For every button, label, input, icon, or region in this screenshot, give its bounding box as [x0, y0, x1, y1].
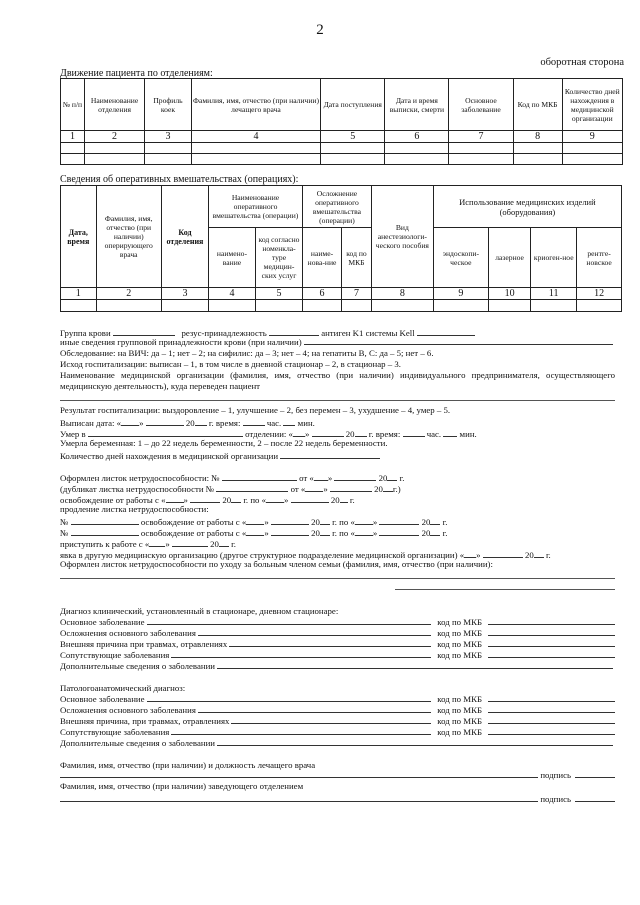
quote: »: [476, 550, 481, 560]
table-row[interactable]: [61, 143, 623, 154]
header-cell: рентге-новское: [577, 228, 622, 288]
cell[interactable]: [84, 154, 144, 165]
row-label: Внешняя причина, при травмах, отравлениях: [60, 716, 230, 726]
quote: »: [284, 495, 289, 505]
clinical-row: [60, 639, 615, 649]
day-field[interactable]: [355, 515, 373, 525]
year-field[interactable]: [387, 471, 397, 481]
col-num: 8: [371, 288, 433, 300]
col-num: 8: [513, 131, 562, 143]
year-field[interactable]: [231, 493, 241, 503]
number-sign: №: [60, 528, 69, 538]
col-num: 5: [255, 288, 302, 300]
extension-number-field[interactable]: [71, 526, 139, 536]
mkb-label: код по МКБ: [437, 716, 482, 726]
col-num: 2: [84, 131, 144, 143]
mkb-field[interactable]: [488, 639, 615, 647]
cell[interactable]: [577, 300, 622, 312]
header-cell: эндоскопи-ческое: [433, 228, 488, 288]
kell-field[interactable]: [417, 326, 475, 336]
min-label: мин.: [297, 418, 315, 428]
year-prefix: 20: [311, 517, 320, 527]
cell[interactable]: [61, 154, 85, 165]
to-label: г. по «: [332, 528, 355, 538]
blood-other-line: [60, 337, 615, 347]
row-label: Осложнения основного заболевания: [60, 705, 196, 715]
g-label: г.: [545, 550, 551, 560]
head-label: Фамилия, имя, отчество (при наличии) заведующего отделением: [60, 781, 304, 791]
day-field[interactable]: [246, 526, 264, 536]
died-label: Умер в: [60, 429, 86, 439]
header-cell: Наименование отделения: [84, 79, 144, 131]
clinical-row: [60, 650, 615, 660]
header-cell: Дата и время выписки, смерти: [385, 79, 449, 131]
mkb-label: код по МКБ: [437, 705, 482, 715]
col-num: 3: [145, 131, 192, 143]
header-cell: Основное заболевание: [449, 79, 513, 131]
header-cell: Фамилия, имя, отчество (при наличии) лечащего врача: [191, 79, 320, 131]
day-field[interactable]: [314, 471, 328, 481]
quote: »: [139, 418, 144, 428]
cell[interactable]: [321, 154, 385, 165]
day-field[interactable]: [464, 548, 476, 558]
cell[interactable]: [84, 143, 144, 154]
cell[interactable]: [385, 143, 449, 154]
cell[interactable]: [433, 300, 488, 312]
cell[interactable]: [191, 154, 320, 165]
diagnosis-field[interactable]: [198, 705, 431, 713]
extension-label: продление листка нетрудоспособности:: [60, 504, 209, 514]
mkb-field[interactable]: [488, 694, 615, 702]
to-label: г. по «: [332, 517, 355, 527]
header-cell: Вид анестезиологи-ческого пособия: [371, 186, 433, 288]
header-cell: Наименование оперативного вмешательства (операции): [208, 186, 302, 228]
quote: »: [183, 495, 188, 505]
movement-section-title: Движение пациента по отделениям:: [60, 68, 213, 79]
blood-other-field[interactable]: [304, 337, 613, 345]
quote: »: [372, 517, 378, 527]
col-num: 11: [531, 288, 577, 300]
died-day-field[interactable]: [293, 427, 305, 437]
mkb-field[interactable]: [488, 650, 615, 658]
cell[interactable]: [61, 300, 97, 312]
row-label: Основное заболевание: [60, 694, 145, 704]
clinical-diagnosis-title: Диагноз клинический, установленный в стационаре, дневном стационаре:: [60, 606, 339, 616]
died-min-field[interactable]: [443, 427, 457, 437]
year-prefix: 20: [378, 473, 388, 483]
care-field-1[interactable]: [60, 578, 615, 579]
row-label: Дополнительные сведения о заболевании: [60, 738, 215, 748]
g-label: г.): [392, 484, 401, 494]
time-label: г. время:: [208, 418, 241, 428]
mkb-label: код по МКБ: [437, 628, 482, 638]
discharged-label: Выписан дата: «: [60, 418, 122, 428]
operations-table: [60, 185, 622, 312]
mkb-label: код по МКБ: [437, 650, 482, 660]
mkb-label: код по МКБ: [437, 617, 482, 627]
g-label: г.: [349, 495, 355, 505]
header-cell: Осложнение оперативного вмешательства (операции): [303, 186, 372, 228]
header-cell: Дата, время: [61, 186, 97, 288]
blood-group-label: Группа крови: [60, 328, 111, 338]
care-label: Оформлен листок нетрудоспособности по уходу за больным членом семьи (фамилия, имя, отчество (при наличии):: [60, 559, 493, 569]
extra-field[interactable]: [217, 661, 613, 669]
cell[interactable]: [371, 300, 433, 312]
transfer-text: Наименование медицинской организации (фамилия, имя, отчество (при наличии) индивидуального предпринимателя, осуществляющего медицинскую деятельность), куда переведен пациент: [60, 370, 615, 391]
pathology-row: [60, 694, 615, 704]
header-cell: Фамилия, имя, отчество (при наличии) оперирующего врача: [96, 186, 161, 288]
col-num: 7: [449, 131, 513, 143]
pathology-diagnosis-title: Патологоанатомический диагноз:: [60, 683, 186, 693]
duplicate-number-field[interactable]: [216, 482, 288, 492]
issued-label: Оформлен листок нетрудоспособности: №: [60, 473, 220, 483]
hour-label: час.: [266, 418, 282, 428]
mkb-field[interactable]: [488, 716, 615, 724]
row-label: Внешняя причина при травмах, отравлениях: [60, 639, 228, 649]
min-label: мин.: [459, 429, 477, 439]
year-field[interactable]: [320, 526, 330, 536]
table-row[interactable]: [61, 300, 622, 312]
header-cell: Код по МКБ: [513, 79, 562, 131]
header-cell: Профиль коек: [145, 79, 192, 131]
cell[interactable]: [531, 300, 577, 312]
operations-section-title: Сведения об оперативных вмешательствах (операциях):: [60, 174, 299, 185]
year-field[interactable]: [320, 515, 330, 525]
year-prefix: 20: [374, 484, 383, 494]
head-signature-row: [60, 794, 615, 804]
kell-label: антиген K1 системы Kell: [321, 328, 415, 338]
year-field[interactable]: [430, 515, 440, 525]
cell[interactable]: [342, 300, 372, 312]
quote: »: [372, 528, 378, 538]
discharged-hour-field[interactable]: [243, 416, 265, 426]
header-cell: Дата поступления: [321, 79, 385, 131]
day-field[interactable]: [246, 515, 264, 525]
blood-group-field[interactable]: [113, 326, 175, 336]
row-label: Дополнительные сведения о заболевании: [60, 661, 215, 671]
cell[interactable]: [562, 143, 622, 154]
header-cell: криоген-ное: [531, 228, 577, 288]
cell[interactable]: [145, 143, 192, 154]
month-field[interactable]: [271, 515, 309, 525]
column-number-row: [61, 288, 622, 300]
hour-label: час.: [426, 429, 442, 439]
col-num: 6: [385, 131, 449, 143]
died-month-field[interactable]: [312, 427, 344, 437]
mkb-field[interactable]: [488, 727, 615, 735]
duplicate-label: (дубликат листка нетрудоспособности №: [60, 484, 215, 494]
died-hour-field[interactable]: [403, 427, 425, 437]
month-field[interactable]: [379, 526, 419, 536]
diagnosis-field[interactable]: [231, 716, 431, 724]
cell[interactable]: [321, 143, 385, 154]
movement-header-row: [61, 79, 623, 131]
quote: »: [264, 528, 269, 538]
year-prefix: 20: [421, 528, 431, 538]
cell[interactable]: [449, 154, 513, 165]
from-label: от «: [290, 484, 306, 494]
year-prefix: 20: [330, 495, 340, 505]
col-num: 1: [61, 288, 97, 300]
month-field[interactable]: [483, 548, 523, 558]
diagnosis-field[interactable]: [171, 727, 431, 735]
year-prefix: 20: [421, 517, 431, 527]
from-label: от «: [299, 473, 314, 483]
clinical-row: [60, 628, 615, 638]
pregnant-line: Умерла беременная: 1 – до 22 недель беременности, 2 – после 22 недель беременности.: [60, 438, 388, 448]
doctor-signature-row: [60, 770, 615, 780]
days-line: [60, 449, 380, 461]
month-field[interactable]: [291, 493, 329, 503]
header-cell: лазерное: [488, 228, 530, 288]
cell[interactable]: [145, 154, 192, 165]
discharged-min-field[interactable]: [283, 416, 295, 426]
to-label: г. по «: [243, 495, 267, 505]
month-field[interactable]: [334, 471, 376, 481]
mkb-label: код по МКБ: [437, 727, 482, 737]
cell[interactable]: [191, 143, 320, 154]
doctor-name-field[interactable]: [60, 770, 538, 778]
dept-label: отделении: «: [245, 429, 293, 439]
diagnosis-field[interactable]: [147, 694, 432, 702]
year-prefix: 20: [345, 429, 355, 439]
month-field[interactable]: [330, 482, 372, 492]
cell[interactable]: [161, 300, 208, 312]
mkb-label: код по МКБ: [437, 639, 482, 649]
col-num: 10: [488, 288, 530, 300]
signature-label: подпись: [540, 770, 571, 780]
year-field[interactable]: [430, 526, 440, 536]
col-num: 4: [191, 131, 320, 143]
doctor-signature-field[interactable]: [575, 770, 615, 778]
cell[interactable]: [96, 300, 161, 312]
row-label: Сопутствующие заболевания: [60, 727, 170, 737]
header-cell: Код отделения: [161, 186, 208, 288]
head-signature-field[interactable]: [575, 794, 615, 802]
movement-table: [60, 78, 623, 165]
operations-header-row: [61, 186, 622, 228]
extension-number-field[interactable]: [71, 515, 139, 525]
mkb-label: код по МКБ: [437, 694, 482, 704]
col-num: 4: [208, 288, 255, 300]
year-field[interactable]: [534, 548, 544, 558]
year-field[interactable]: [219, 537, 229, 547]
signature-label: подпись: [540, 794, 571, 804]
col-num: 3: [161, 288, 208, 300]
year-field[interactable]: [383, 482, 393, 492]
month-field[interactable]: [379, 515, 419, 525]
side-label: оборотная сторона: [540, 57, 624, 68]
col-num: 9: [562, 131, 622, 143]
cell[interactable]: [513, 154, 562, 165]
sick-leave-number-field[interactable]: [222, 471, 297, 481]
day-field[interactable]: [166, 493, 184, 503]
cell[interactable]: [513, 143, 562, 154]
quote: »: [165, 539, 170, 549]
clinical-extra-row: [60, 661, 615, 671]
col-num: 5: [321, 131, 385, 143]
quote: »: [304, 429, 310, 439]
col-num: 2: [96, 288, 161, 300]
pathology-row: [60, 716, 615, 726]
visit-label: явка в другую медицинскую организацию (другое структурное подразделение медицинской организации) «: [60, 550, 465, 560]
mkb-field[interactable]: [488, 628, 615, 636]
header-cell: Количество дней нахождения в медицинской организации: [562, 79, 622, 131]
col-num: 1: [61, 131, 85, 143]
blood-other-label: иные сведения групповой принадлежности крови (при наличии): [60, 337, 302, 347]
result-line: Результат госпитализации: выздоровление – 1, улучшение – 2, без перемен – 3, ухудшение – 4, умер – 5.: [60, 405, 451, 415]
col-num: 7: [342, 288, 372, 300]
diagnosis-field[interactable]: [171, 650, 431, 658]
day-field[interactable]: [266, 493, 284, 503]
cell[interactable]: [562, 154, 622, 165]
head-name-field[interactable]: [60, 794, 538, 802]
year-prefix: 20: [185, 418, 195, 428]
rh-field[interactable]: [269, 326, 319, 336]
died-dept-field[interactable]: [88, 427, 243, 437]
discharged-day-field[interactable]: [121, 416, 139, 426]
cell[interactable]: [61, 143, 85, 154]
table-row[interactable]: [61, 154, 623, 165]
year-prefix: 20: [524, 550, 534, 560]
diagnosis-field[interactable]: [229, 639, 431, 647]
g-label: г.: [231, 539, 236, 549]
mkb-field[interactable]: [488, 617, 615, 625]
extra-field[interactable]: [217, 738, 613, 746]
pathology-row: [60, 727, 615, 737]
header-cell: Использование медицинских изделий (оборудования): [433, 186, 621, 228]
month-field[interactable]: [271, 526, 309, 536]
col-num: 6: [303, 288, 342, 300]
cell[interactable]: [303, 300, 342, 312]
cell[interactable]: [488, 300, 530, 312]
g-label: г.: [442, 528, 448, 538]
died-year-field[interactable]: [355, 427, 367, 437]
number-sign: №: [60, 517, 69, 527]
year-prefix: 20: [210, 539, 219, 549]
cell[interactable]: [208, 300, 255, 312]
day-field[interactable]: [305, 482, 323, 492]
rh-label: резус-принадлежность: [181, 328, 267, 338]
year-prefix: 20: [222, 495, 232, 505]
row-label: Осложнения основного заболевания: [60, 628, 196, 638]
year-field[interactable]: [340, 493, 348, 503]
day-field[interactable]: [355, 526, 373, 536]
header-cell: № п/п: [61, 79, 85, 131]
cell[interactable]: [385, 154, 449, 165]
header-cell: наиме-нова-ние: [303, 228, 342, 288]
row-label: Сопутствующие заболевания: [60, 650, 170, 660]
days-label: Количество дней нахождения в медицинской организации: [60, 451, 279, 461]
time-label: г. время:: [368, 429, 401, 439]
exam-line: Обследование: на ВИЧ: да – 1; нет – 2; на сифилис: да – 3; нет – 4; на гепатиты B, C: да – 5; нет – 6.: [60, 348, 434, 358]
release-label: освобождение от работы с «: [60, 495, 166, 505]
col-num: 9: [433, 288, 488, 300]
month-field[interactable]: [172, 537, 208, 547]
year-prefix: 20: [311, 528, 320, 538]
header-cell: код согласно номенкла-туре медицин-ских услуг: [255, 228, 302, 288]
g-label: г.: [399, 473, 405, 483]
quote: »: [264, 517, 269, 527]
col-num: 12: [577, 288, 622, 300]
cell[interactable]: [255, 300, 302, 312]
cell[interactable]: [449, 143, 513, 154]
header-cell: код по МКБ: [342, 228, 372, 288]
header-cell: наимено-вание: [208, 228, 255, 288]
transfer-field[interactable]: [60, 400, 615, 401]
page-number: 2: [316, 22, 324, 38]
start-work-label: приступить к работе с «: [60, 539, 150, 549]
discharged-month-field[interactable]: [146, 416, 184, 426]
discharged-year-field[interactable]: [195, 416, 207, 426]
days-field[interactable]: [280, 449, 380, 459]
care-field-2[interactable]: [395, 589, 615, 590]
quote: »: [327, 473, 333, 483]
clinical-row: [60, 617, 615, 627]
pathology-extra-row: [60, 738, 615, 748]
pathology-row: [60, 705, 615, 715]
diagnosis-field[interactable]: [198, 628, 431, 636]
column-number-row: [61, 131, 623, 143]
doctor-label: Фамилия, имя, отчество (при наличии) и должность лечащего врача: [60, 760, 316, 770]
mkb-field[interactable]: [488, 705, 615, 713]
release-label: освобождение от работы с «: [140, 528, 247, 538]
quote: »: [323, 484, 328, 494]
release-label: освобождение от работы с «: [140, 517, 247, 527]
outcome-line: Исход госпитализации: выписан – 1, в том числе в дневной стационар – 2, в стационар – 3.: [60, 359, 401, 369]
diagnosis-field[interactable]: [147, 617, 432, 625]
g-label: г.: [442, 517, 448, 527]
day-field[interactable]: [149, 537, 165, 547]
row-label: Основное заболевание: [60, 617, 145, 627]
month-field[interactable]: [190, 493, 220, 503]
